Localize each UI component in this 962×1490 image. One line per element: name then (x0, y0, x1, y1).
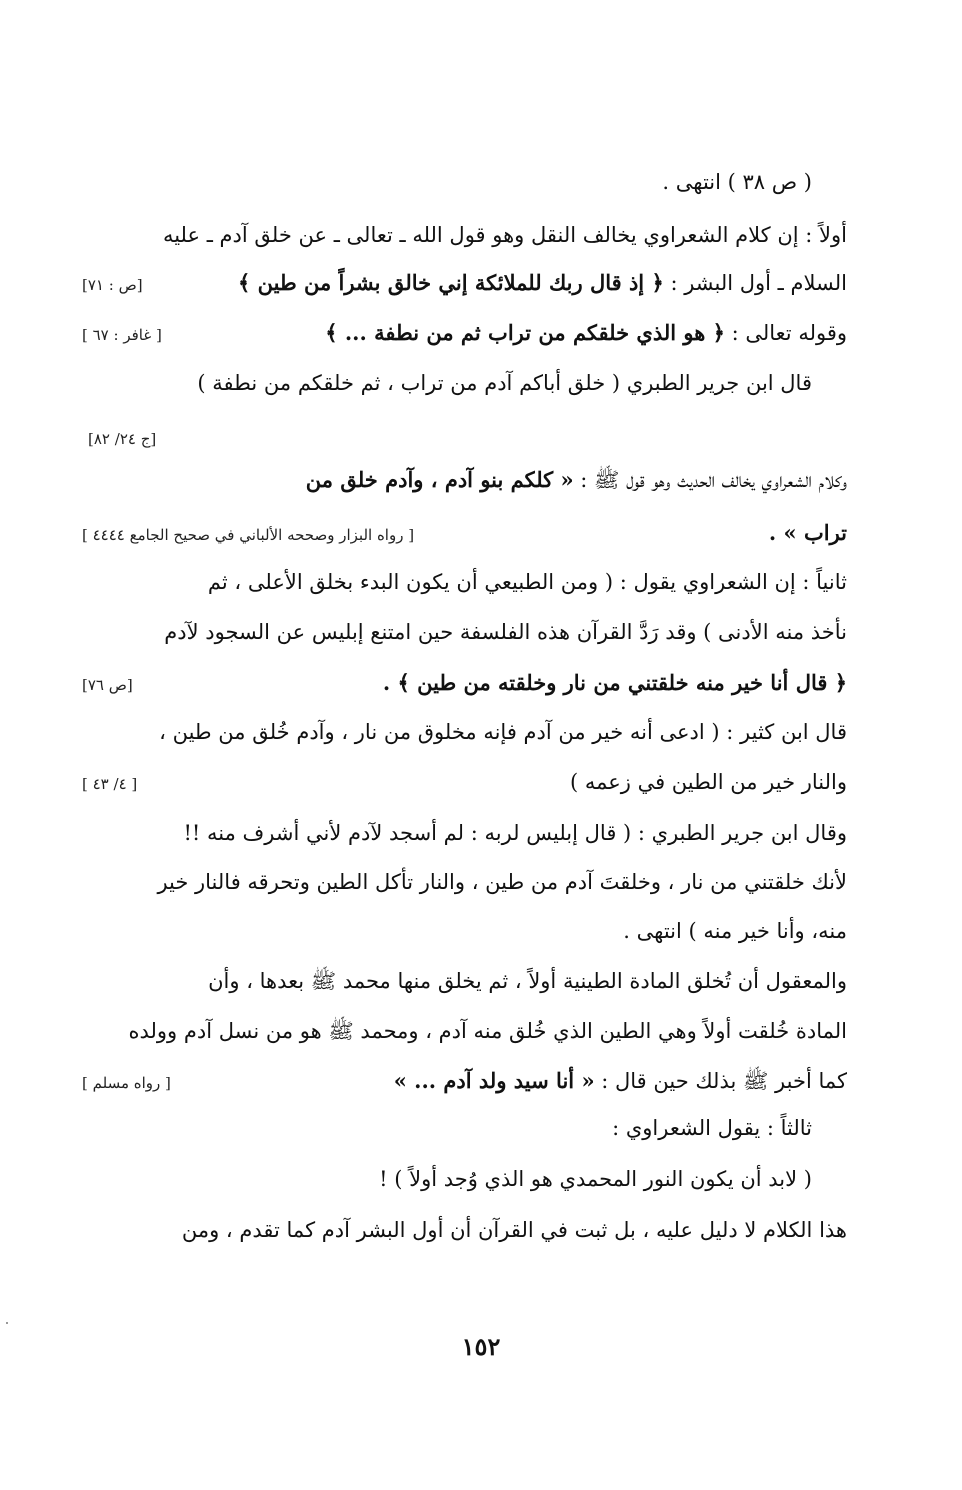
page-number: ١٥٢ (461, 1332, 501, 1361)
reference: [ رواه مسلم ] (82, 1074, 171, 1092)
line-text: لأنك خلقتني من نار ، وخلقتَ آدم من طين ، والنار تأكل الطين وتحرقه فالنار خير (157, 870, 847, 894)
line-text: وقوله تعالى : (724, 321, 847, 345)
text-line (379, 1164, 812, 1194)
reference: [ص : ٧١] (82, 276, 143, 294)
quran-verse: ﴿ إذ قال ربك للملائكة إني خالق بشراً من طين ﴾ (238, 270, 664, 295)
text-line (82, 518, 847, 548)
line-text: السلام ـ أول البشر : (663, 271, 847, 295)
quran-verse: ﴿ هو الذي خلقكم من تراب ثم من نطفة ... ﴾ (325, 320, 725, 345)
text-line (197, 368, 812, 398)
text-line (82, 1016, 847, 1046)
scan-speck (6, 1322, 8, 1324)
line-text: وقال ابن جرير الطبري : ( قال إبليس لربه : لم أسجد لآدم لأني أشرف منه !! (183, 821, 847, 845)
line-text: المادة خُلقت أولاً وهي الطين الذي خُلق منه آدم ، ومحمد ﷺ هو من نسل آدم وولده (128, 1019, 847, 1043)
line-text: نأخذ منه الأدنى ) وقد رَدَّ القرآن هذه الفلسفة حين امتنع إبليس عن السجود لآدم (164, 620, 847, 644)
text-line (82, 767, 847, 797)
line-text: وكلام الشعراوي يخالف الحديث وهو قول ﷺ : (573, 468, 847, 492)
text-line (612, 1113, 812, 1143)
text-line (82, 867, 847, 897)
line-text: قال ابن جرير الطبري ( خلق أباكم آدم من تراب ، ثم خلقكم من نطفة ) (197, 371, 812, 395)
reference: [ رواه البزار وصححه الألباني في صحيح الجامع ٤٤٤٤ ] (82, 526, 415, 544)
line-text: ( ص ٣٨ ) انتهى . (662, 170, 812, 194)
hadith-text: تراب » . (768, 520, 847, 545)
text-line (82, 220, 847, 250)
line-text: هذا الكلام لا دليل عليه ، بل ثبت في القرآن أن أول البشر آدم كما تقدم ، ومن (181, 1218, 847, 1242)
line-text: قال ابن كثير : ( ادعى أنه خير من آدم فإنه مخلوق من نار ، وآدم خُلق من طين ، (159, 720, 847, 744)
quran-verse: ﴿ قال أنا خير منه خلقتني من نار وخلقته من طين ﴾ . (382, 670, 847, 695)
text-line (82, 567, 847, 597)
text-line (82, 818, 847, 848)
hadith-text: « أنا سيد ولد آدم ... » (393, 1068, 595, 1093)
line-text: ( لابد أن يكون النور المحمدي هو الذي وُجد أولاً ) ! (379, 1167, 812, 1191)
reference: [ غافر : ٦٧ ] (82, 326, 162, 344)
line-text: والمعقول أن تُخلق المادة الطينية أولاً ، ثم يخلق منها محمد ﷺ بعدها ، وأن (208, 969, 847, 993)
text-line (82, 1066, 847, 1096)
text-line (88, 422, 156, 452)
line-text: ثانياً : إن الشعراوي يقول : ( ومن الطبيعي أن يكون البدء بخلق الأعلى ، ثم (207, 570, 847, 594)
text-line (82, 617, 847, 647)
text-line (82, 717, 847, 747)
line-text: والنار خير من الطين في زعمه ) (569, 770, 847, 794)
line-text: ثالثاً : يقول الشعراوي : (612, 1116, 812, 1140)
reference: [ ٤/ ٤٣ ] (82, 775, 138, 793)
text-line (82, 465, 847, 495)
line-text: كما أخبر ﷺ بذلك حين قال : (594, 1069, 847, 1093)
text-line (82, 1215, 847, 1245)
text-line (662, 167, 812, 197)
line-text: أولاً : إن كلام الشعراوي يخالف النقل وهو قول الله ـ تعالى ـ عن خلق آدم ـ عليه (162, 223, 847, 247)
text-line (82, 966, 847, 996)
text-line (623, 916, 847, 946)
reference: [ج ٢٤/ ٨٢] (88, 430, 157, 448)
hadith-text: « كلكم بنو آدم ، وآدم خلق من (305, 467, 574, 492)
line-text: منه، وأنا خير منه ) انتهى . (623, 919, 847, 943)
text-line (82, 668, 847, 698)
text-line (82, 268, 847, 298)
reference: [ص ٧٦] (82, 676, 133, 694)
text-line (82, 318, 847, 348)
